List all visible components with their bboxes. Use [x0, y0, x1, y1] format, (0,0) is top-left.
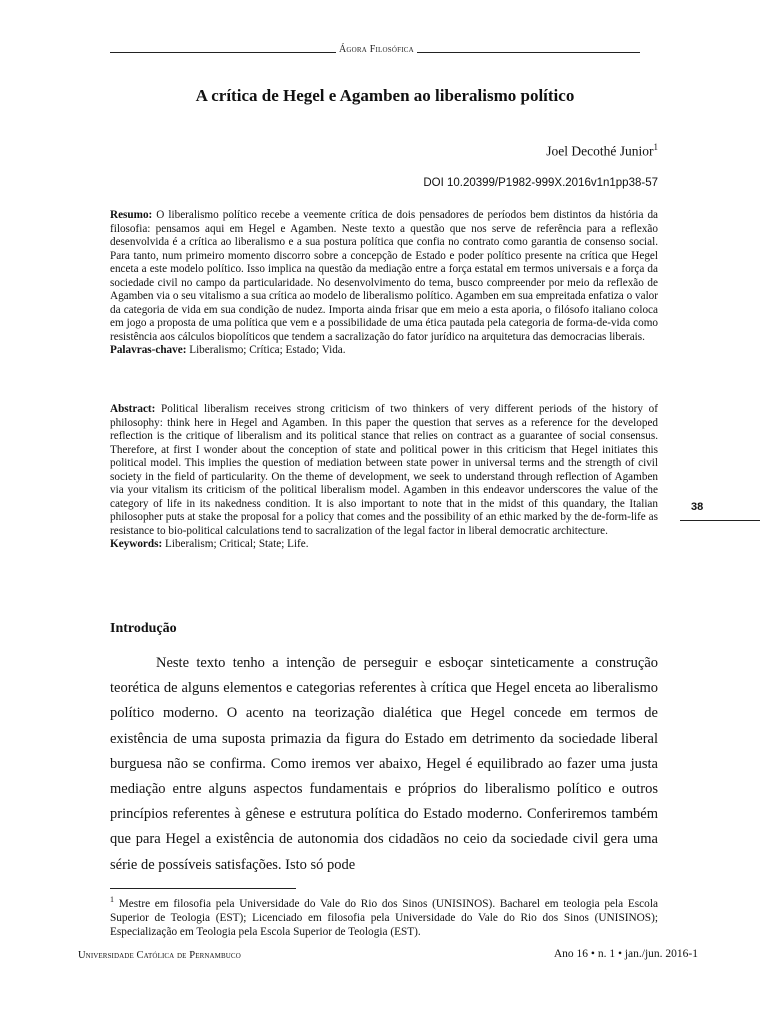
- footnote-separator: [110, 888, 296, 889]
- article-title: A crítica de Hegel e Agamben ao liberalismo político: [195, 86, 575, 105]
- footer-institution: Universidade Católica de Pernambuco: [78, 950, 241, 961]
- footnote-mark: 1: [110, 895, 114, 904]
- abstract-block: [110, 403, 658, 552]
- abstract-label: Abstract:: [110, 403, 156, 415]
- page-number: 38: [691, 501, 704, 513]
- journal-name: Ágora Filosófica: [339, 44, 414, 55]
- palavras-chave-label: Palavras-chave:: [110, 344, 187, 356]
- author-line: [546, 142, 658, 160]
- footnote: [110, 893, 658, 939]
- keywords-label: Keywords:: [110, 538, 163, 550]
- doi[interactable]: DOI 10.20399/P1982-999X.2016v1n1pp38-57: [423, 177, 658, 189]
- footer-issue: Ano 16 • n. 1 • jan./jun. 2016-1: [553, 948, 698, 960]
- footnote-text: Mestre em filosofia pela Universidade do Vale do Rio dos Sinos (UNISINOS). Bacharel em teologia pela Escola Superior de Teologia (EST); Licenciado em filosofia pela Universidade do Vale do Rio dos Sinos (UNISINOS); Especialização em Teologia pela Escola Superior de Teologia (EST).: [110, 897, 658, 938]
- running-header: [110, 44, 640, 55]
- palavras-chave-line: [110, 344, 658, 358]
- author-name: Joel Decothé Junior: [546, 143, 654, 159]
- keywords-line: [110, 538, 658, 552]
- resumo-text: O liberalismo político recebe a veemente crítica de dois pensadores de períodos bem distintos da história da filosofia: pensamos aqui em Hegel e Agamben. Neste texto a questão que nos serve de referência para a reflexão desenvolvida é a crítica ao liberalismo e a sua postura política que confia no contrato como garantia de consenso social. Para tanto, num primeiro momento discorro sobre a concepção de Estado e poder político presente na crítica que Hegel enceta a este modelo político. Isso implica na questão da mediação entre a força estatal em termos universais e a força da sociedade civil no campo da particularidade. No desenvolvimento do tema, busco compreender por meio da reflexão de Agamben via o seu vitalismo a sua crítica ao modelo de liberalismo político. Agamben em sua empreitada enfatiza o valor da categoria de vida em sua condição de nudez. Importa ainda frisar que em meio a esta aporia, o filósofo italiano coloca em jogo a proposta de uma política que vem e a possibilidade de uma ética pautada pela categoria de forma-de-vida como resistência aos cálculos biopolíticos que tendem a sacralização do fator jurídico na arquitetura das democracias liberais.: [110, 209, 659, 343]
- body-paragraph: Neste texto tenho a intenção de perseguir e esboçar sinteticamente a construção teorética de alguns elementos e categorias referentes à crítica que Hegel enceta ao liberalismo político moderno. O acento na teorização dialética que Hegel concede em termos de existência de uma suposta primazia da figura do Estado em detrimento da sociedade liberal burguesa não se confirma. Como iremos ver abaixo, Hegel é equilibrado ao fazer uma justa mediação entre alguns aspectos fundamentais e próprios do liberalismo político e outros princípios referentes à gênese e estrutura política do Estado moderno. Conferiremos também que para Hegel a existência de autonomia dos cidadãos no ceio da sociedade civil gera uma série de possíveis satisfações. Isto só pode: [110, 655, 658, 873]
- header-rule-right: [417, 52, 640, 53]
- section-heading: Introdução: [110, 621, 177, 636]
- page-number-rule: [680, 520, 760, 521]
- keywords-text: Liberalism; Critical; State; Life.: [165, 538, 309, 550]
- resumo-block: [110, 209, 658, 358]
- abstract-text: Political liberalism receives strong criticism of two thinkers of very different periods of the history of philosophy: think here in Hegel and Agamben. In this paper the question that serves as a reference for the developed reflection is the critique of liberalism and its political stance that relies on contract as a guarantee of social consensus. Therefore, at first I wonder about the conception of state and political power in this criticism that Hegel initiates this political model. This implies the question of mediation between state power in universal terms and the strength of civil society in the field of particularity. On the theme of development, we seek to understand through reflection of Agamben via your vitalism its criticism of the political liberalism model. Agamben in this endeavor underscores the value of the category of life in its nakedness condition. It is also important to note that in the midst of this quandary, the Italian philosopher puts at stake the proposal for a policy that comes and the possibility of an ethic marked by the de-form-life as resistance to bio-political calculations tend to sacralization of the legal factor in liberal democratic architecture.: [110, 403, 658, 537]
- resumo-label: Resumo:: [110, 209, 153, 221]
- palavras-chave-text: Liberalismo; Crítica; Estado; Vida.: [189, 344, 346, 356]
- author-footnote-mark[interactable]: 1: [653, 142, 658, 152]
- header-rule-left: [110, 52, 336, 53]
